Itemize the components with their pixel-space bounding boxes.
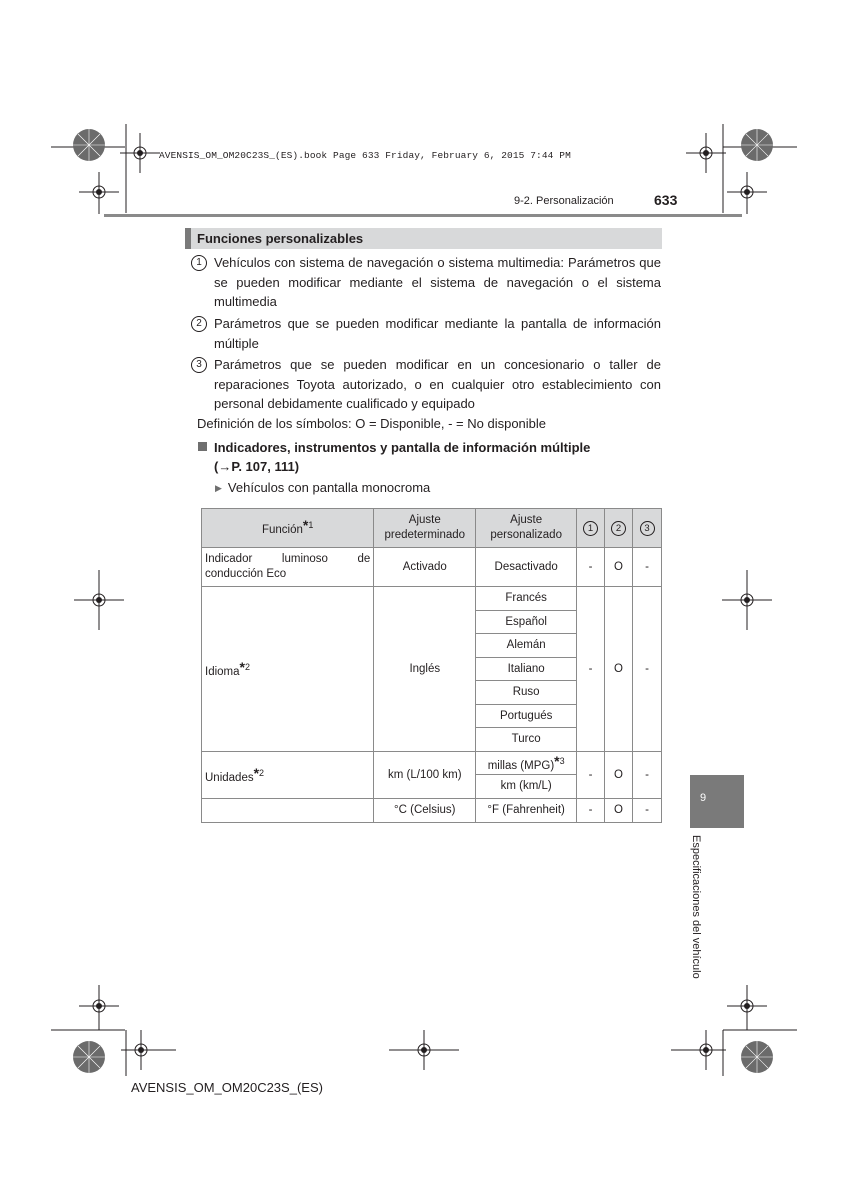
- idioma-col-1: -: [577, 587, 605, 752]
- eco-default: Activado: [374, 548, 476, 587]
- unidades-temperature-empty: [202, 798, 374, 822]
- idioma-option: Portugués: [476, 704, 577, 728]
- unidades-distance-col-3: -: [633, 751, 662, 798]
- print-info-line: AVENSIS_OM_OM20C23S_(ES).book Page 633 Friday, February 6, 2015 7:44 PM: [159, 150, 571, 161]
- eco-custom: Desactivado: [476, 548, 577, 587]
- subheading-line-1: Indicadores, instrumentos y pantalla de información múltiple: [214, 440, 591, 455]
- idioma-function: Idioma$^{*2}$: [202, 587, 374, 752]
- header-ajuste-personalizado: Ajuste personalizado: [476, 509, 577, 548]
- header-col-3: [633, 509, 662, 548]
- unidades-temperature-col-2: O: [605, 798, 633, 822]
- vehicle-type-text: Vehículos con pantalla monocroma: [227, 480, 431, 495]
- table-row-unidades: [202, 751, 662, 775]
- unidades-distance-option: km (km/L): [476, 775, 577, 799]
- circled-number-3: 3: [640, 521, 655, 536]
- unidades-temperature-col-3: -: [633, 798, 662, 822]
- note-text-1: Vehículos con sistema de navegación o sistema multimedia: Parámetros que se pueden modificar mediante el sistema de navegación o el sistema multimedia: [214, 255, 661, 309]
- footnote-marker: *1: [302, 517, 314, 533]
- table-row-idioma: [202, 587, 662, 611]
- chapter-tab: [690, 775, 744, 828]
- triangle-bullet-icon: ▶: [215, 483, 222, 493]
- header-funcion: Función$^{*1}$: [202, 509, 374, 548]
- header-col-2: [605, 509, 633, 548]
- page-number: 633: [654, 192, 678, 208]
- section-title-bar: [185, 228, 662, 249]
- idioma-option: Francés: [476, 587, 577, 611]
- unidades-temperature-custom: °F (Fahrenheit): [476, 798, 577, 822]
- circled-number-2: 2: [611, 521, 626, 536]
- unidades-function: Unidades$^{*2}$: [202, 751, 374, 798]
- subheading: [198, 438, 590, 476]
- eco-col-3: -: [633, 548, 662, 587]
- circled-number-1: 1: [583, 521, 598, 536]
- circled-number-2: 2: [191, 316, 207, 332]
- eco-col-1: -: [577, 548, 605, 587]
- idioma-option: Alemán: [476, 634, 577, 658]
- vehicle-type-bullet: [215, 480, 430, 495]
- idioma-option: Turco: [476, 728, 577, 752]
- footer-code: AVENSIS_OM_OM20C23S_(ES): [131, 1080, 323, 1095]
- note-2: [191, 314, 661, 353]
- idioma-option: Italiano: [476, 657, 577, 681]
- idioma-option: Ruso: [476, 681, 577, 705]
- section-title-accent: [185, 228, 191, 249]
- footnote-marker: *3: [554, 753, 565, 770]
- footnote-marker: *2: [253, 765, 265, 781]
- circled-number-1: 1: [191, 255, 207, 271]
- running-header-section: 9-2. Personalización: [514, 195, 614, 207]
- table-row-eco: [202, 548, 662, 587]
- circled-number-3: 3: [191, 357, 207, 373]
- header-rule: [104, 214, 742, 217]
- unidades-distance-col-2: O: [605, 751, 633, 798]
- eco-col-2: O: [605, 548, 633, 587]
- chapter-label-vertical: [690, 835, 710, 995]
- unidades-temperature-col-1: -: [577, 798, 605, 822]
- square-bullet-icon: [198, 442, 207, 451]
- table-row-temperature: [202, 798, 662, 822]
- eco-function: Indicador luminoso de conducción Eco: [202, 548, 374, 587]
- footnote-marker: *2: [239, 659, 250, 676]
- note-3: [191, 355, 661, 414]
- unidades-distance-col-1: -: [577, 751, 605, 798]
- idioma-col-3: -: [633, 587, 662, 752]
- unidades-distance-default: km (L/100 km): [374, 751, 476, 798]
- settings-table: [201, 508, 662, 823]
- idioma-col-2: O: [605, 587, 633, 752]
- table-header-row: [202, 509, 662, 548]
- unidades-distance-option: millas (MPG)$^{*3}$: [476, 751, 577, 775]
- note-text-3: Parámetros que se pueden modificar en un concesionario o taller de reparaciones Toyota autorizado, o en cualquier otro establecimiento con personal debidamente cualificado y equipado: [214, 357, 661, 411]
- header-ajuste-predeterminado: Ajuste predeterminado: [374, 509, 476, 548]
- subheading-line-2: (→P. 107, 111): [214, 459, 300, 474]
- chapter-label: Especificaciones del vehículo: [690, 835, 702, 979]
- note-1: [191, 253, 661, 312]
- unidades-temperature-default: °C (Celsius): [374, 798, 476, 822]
- note-text-2: Parámetros que se pueden modificar mediante la pantalla de información múltiple: [214, 316, 661, 351]
- chapter-number: 9: [700, 792, 707, 804]
- idioma-option: Español: [476, 610, 577, 634]
- idioma-default: Inglés: [374, 587, 476, 752]
- section-title: Funciones personalizables: [197, 231, 364, 246]
- header-col-1: [577, 509, 605, 548]
- symbol-legend: Definición de los símbolos: O = Disponible, - = No disponible: [197, 416, 547, 431]
